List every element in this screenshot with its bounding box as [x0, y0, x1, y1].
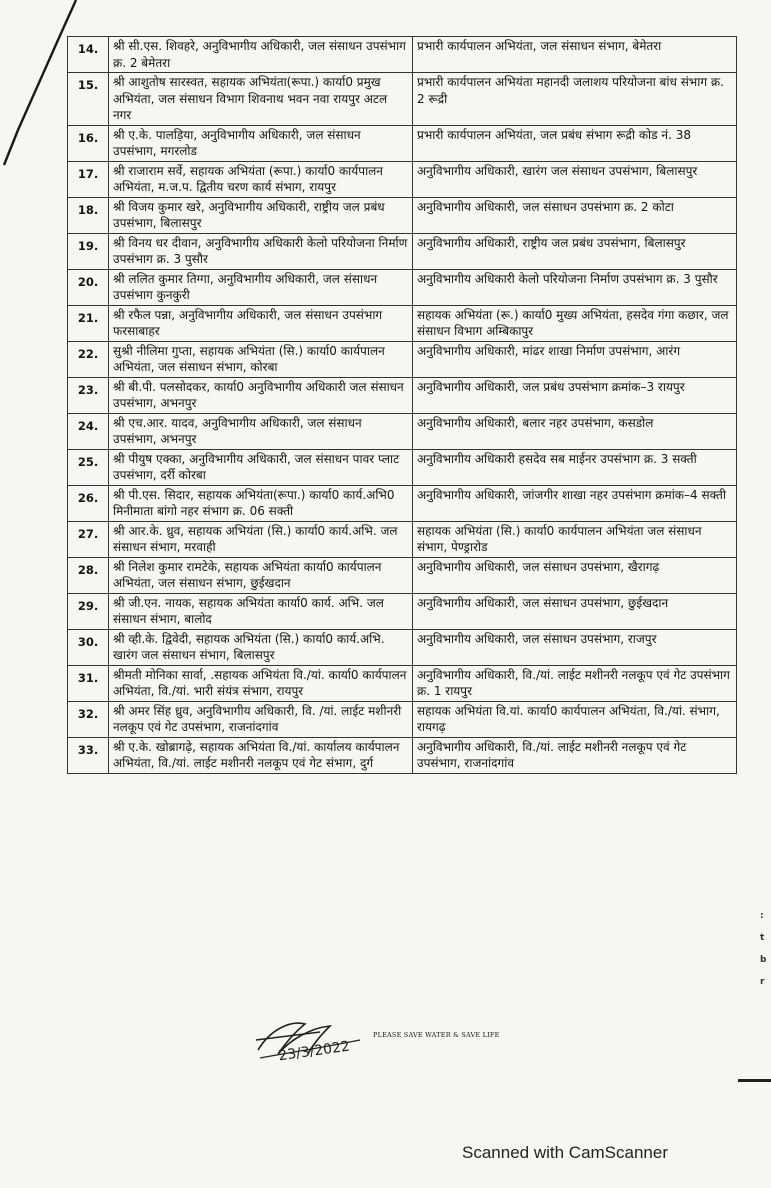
new-posting: प्रभारी कार्यपालन अभियंता, जल प्रबंध संभाग रूद्री कोड नं. 38	[413, 125, 737, 161]
current-posting: श्री व्ही.के. द्विवेदी, सहायक अभियंता (सि.) कार्या0 कार्य.अभि. खारंग जल संसाधन संभाग, बिलासपुर	[109, 629, 413, 665]
current-posting: श्री सी.एस. शिवहरे, अनुविभागीय अधिकारी, जल संसाधन उपसंभाग क्र. 2 बेमेतरा	[109, 37, 413, 73]
table-row	[68, 521, 737, 557]
table-row	[68, 593, 737, 629]
camscanner-watermark: Scanned with CamScanner	[462, 1143, 669, 1162]
signature	[250, 1010, 380, 1070]
transfer-table-body	[68, 37, 737, 774]
current-posting: श्री आशुतोष सारस्वत, सहायक अभियंता(रूपा.) कार्या0 प्रमुख अभियंता, जल संसाधन विभाग शिवनाथ भवन नवा रायपुर अटल नगर	[109, 73, 413, 126]
right-mark: b	[760, 955, 767, 965]
table-row	[68, 701, 737, 737]
save-water-slogan: PLEASE SAVE WATER & SAVE LIFE	[373, 1031, 500, 1039]
new-posting: अनुविभागीय अधिकारी, जल प्रबंध उपसंभाग क्रमांक–3 रायपुर	[413, 377, 737, 413]
svg-text:23/3/2022: 23/3/2022	[277, 1038, 351, 1065]
new-posting: अनुविभागीय अधिकारी, राष्ट्रीय जल प्रबंध उपसंभाग, बिलासपुर	[413, 233, 737, 269]
new-posting: प्रभारी कार्यपालन अभियंता महानदी जलाशय परियोजना बांध संभाग क्र. 2 रूद्री	[413, 73, 737, 126]
table-row	[68, 557, 737, 593]
serial-number: 27.	[68, 521, 109, 557]
new-posting: अनुविभागीय अधिकारी, वि./यां. लाईट मशीनरी नलकूप एवं गेट उपसंभाग क्र. 1 रायपुर	[413, 665, 737, 701]
new-posting: सहायक अभियंता (रू.) कार्या0 मुख्य अभियंता, हसदेव गंगा कछार, जल संसाधन विभाग अम्बिकापुर	[413, 305, 737, 341]
serial-number: 16.	[68, 125, 109, 161]
table-row	[68, 161, 737, 197]
current-posting: श्री पीयुष एक्का, अनुविभागीय अधिकारी, जल संसाधन पावर प्लाट उपसंभाग, दर्री कोरबा	[109, 449, 413, 485]
table-row	[68, 305, 737, 341]
serial-number: 29.	[68, 593, 109, 629]
new-posting: अनुविभागीय अधिकारी, बलार नहर उपसंभाग, कसडोल	[413, 413, 737, 449]
right-margin-marks	[760, 905, 771, 995]
current-posting: श्री एच.आर. यादव, अनुविभागीय अधिकारी, जल संसाधन उपसंभाग, अभनपुर	[109, 413, 413, 449]
transfer-table	[67, 36, 737, 774]
table-row	[68, 341, 737, 377]
new-posting: अनुविभागीय अधिकारी, मांढर शाखा निर्माण उपसंभाग, आरंग	[413, 341, 737, 377]
current-posting: श्रीमती मोनिका सार्वा, .सहायक अभियंता वि./यां. कार्या0 कार्यपालन अभियंता, वि./यां. भारी संयंत्र संभाग, रायपुर	[109, 665, 413, 701]
current-posting: श्री ललित कुमार तिग्गा, अनुविभागीय अधिकारी, जल संसाधन उपसंभाग कुनकुरी	[109, 269, 413, 305]
table-row	[68, 485, 737, 521]
serial-number: 22.	[68, 341, 109, 377]
table-row	[68, 73, 737, 126]
new-posting: अनुविभागीय अधिकारी, जल संसाधन उपसंभाग, छुईखदान	[413, 593, 737, 629]
right-mark: t	[760, 933, 765, 943]
current-posting: श्री विजय कुमार खरे, अनुविभागीय अधिकारी, राष्ट्रीय जल प्रबंध उपसंभाग, बिलासपुर	[109, 197, 413, 233]
new-posting: अनुविभागीय अधिकारी, जल संसाधन उपसंभाग क्र. 2 कोटा	[413, 197, 737, 233]
new-posting: अनुविभागीय अधिकारी हसदेव सब माईनर उपसंभाग क्र. 3 सक्ती	[413, 449, 737, 485]
new-posting: अनुविभागीय अधिकारी, खारंग जल संसाधन उपसंभाग, बिलासपुर	[413, 161, 737, 197]
serial-number: 30.	[68, 629, 109, 665]
new-posting: अनुविभागीय अधिकारी, वि./यां. लाईट मशीनरी नलकूप एवं गेट उपसंभाग, राजनांदगांव	[413, 737, 737, 773]
current-posting: श्री जी.एन. नायक, सहायक अभियंता कार्या0 कार्य. अभि. जल संसाधन संभाग, बालोद	[109, 593, 413, 629]
new-posting: अनुविभागीय अधिकारी, जांजगीर शाखा नहर उपसंभाग क्रमांक–4 सक्ती	[413, 485, 737, 521]
current-posting: श्री ए.के. खोब्रागढ़े, सहायक अभियंता वि./यां. कार्यालय कार्यपालन अभियंता, वि./यां. लाईट मशीनरी नलकूप एवं गेट संभाग, दुर्ग	[109, 737, 413, 773]
right-mark: :	[760, 911, 764, 921]
current-posting: श्री अमर सिंह ध्रुव, अनुविभागीय अधिकारी, वि. /यां. लाईट मशीनरी नलकूप एवं गेट उपसंभाग, राजनांदगांव	[109, 701, 413, 737]
serial-number: 28.	[68, 557, 109, 593]
serial-number: 15.	[68, 73, 109, 126]
serial-number: 25.	[68, 449, 109, 485]
current-posting: सुश्री नीलिमा गुप्ता, सहायक अभियंता (सि.) कार्या0 कार्यपालन अभियंता, जल संसाधन संभाग, कोरबा	[109, 341, 413, 377]
new-posting: अनुविभागीय अधिकारी केलो परियोजना निर्माण उपसंभाग क्र. 3 पुसौर	[413, 269, 737, 305]
current-posting: श्री राजाराम सर्वे, सहायक अभियंता (रूपा.) कार्या0 कार्यपालन अभियंता, म.ज.प. द्वितीय चरण कार्य संभाग, रायपुर	[109, 161, 413, 197]
current-posting: श्री पी.एस. सिदार, सहायक अभियंता(रूपा.) कार्या0 कार्य.अभि0 मिनीमाता बांगो नहर संभाग क्र. 06 सक्ती	[109, 485, 413, 521]
table-row	[68, 413, 737, 449]
current-posting: श्री ए.के. पालड़िया, अनुविभागीय अधिकारी, जल संसाधन उपसंभाग, मगरलोड	[109, 125, 413, 161]
table-row	[68, 377, 737, 413]
serial-number: 20.	[68, 269, 109, 305]
current-posting: श्री आर.के. ध्रुव, सहायक अभियंता (सि.) कार्या0 कार्य.अभि. जल संसाधन संभाग, मरवाही	[109, 521, 413, 557]
new-posting: सहायक अभियंता (सि.) कार्या0 कार्यपालन अभियंता जल संसाधन संभाग, पेण्ड्रारोड	[413, 521, 737, 557]
right-edge-line	[738, 1079, 771, 1082]
new-posting: सहायक अभियंता वि.यां. कार्या0 कार्यपालन अभियंता, वि./यां. संभाग, रायगढ़	[413, 701, 737, 737]
serial-number: 17.	[68, 161, 109, 197]
right-mark: r	[760, 977, 765, 987]
table-row	[68, 629, 737, 665]
table-row	[68, 197, 737, 233]
table-row	[68, 449, 737, 485]
serial-number: 33.	[68, 737, 109, 773]
current-posting: श्री विनय धर दीवान, अनुविभागीय अधिकारी केलो परियोजना निर्माण उपसंभाग क्र. 3 पुसौर	[109, 233, 413, 269]
serial-number: 31.	[68, 665, 109, 701]
serial-number: 19.	[68, 233, 109, 269]
table-row	[68, 269, 737, 305]
current-posting: श्री रफैल पन्ना, अनुविभागीय अधिकारी, जल संसाधन उपसंभाग फरसाबाहर	[109, 305, 413, 341]
serial-number: 24.	[68, 413, 109, 449]
current-posting: श्री निलेश कुमार रामटेके, सहायक अभियंता कार्या0 कार्यपालन अभियंता, जल संसाधन संभाग, छुईखदान	[109, 557, 413, 593]
table-row	[68, 37, 737, 73]
current-posting: श्री बी.पी. पलसोदकर, कार्या0 अनुविभागीय अधिकारी जल संसाधन उपसंभाग, अभनपुर	[109, 377, 413, 413]
serial-number: 21.	[68, 305, 109, 341]
new-posting: प्रभारी कार्यपालन अभियंता, जल संसाधन संभाग, बेमेतरा	[413, 37, 737, 73]
serial-number: 32.	[68, 701, 109, 737]
serial-number: 18.	[68, 197, 109, 233]
table-row	[68, 233, 737, 269]
table-row	[68, 125, 737, 161]
table-row	[68, 665, 737, 701]
serial-number: 26.	[68, 485, 109, 521]
serial-number: 23.	[68, 377, 109, 413]
new-posting: अनुविभागीय अधिकारी, जल संसाधन उपसंभाग, खैरागढ़	[413, 557, 737, 593]
table-row	[68, 737, 737, 773]
serial-number: 14.	[68, 37, 109, 73]
new-posting: अनुविभागीय अधिकारी, जल संसाधन उपसंभाग, राजपुर	[413, 629, 737, 665]
